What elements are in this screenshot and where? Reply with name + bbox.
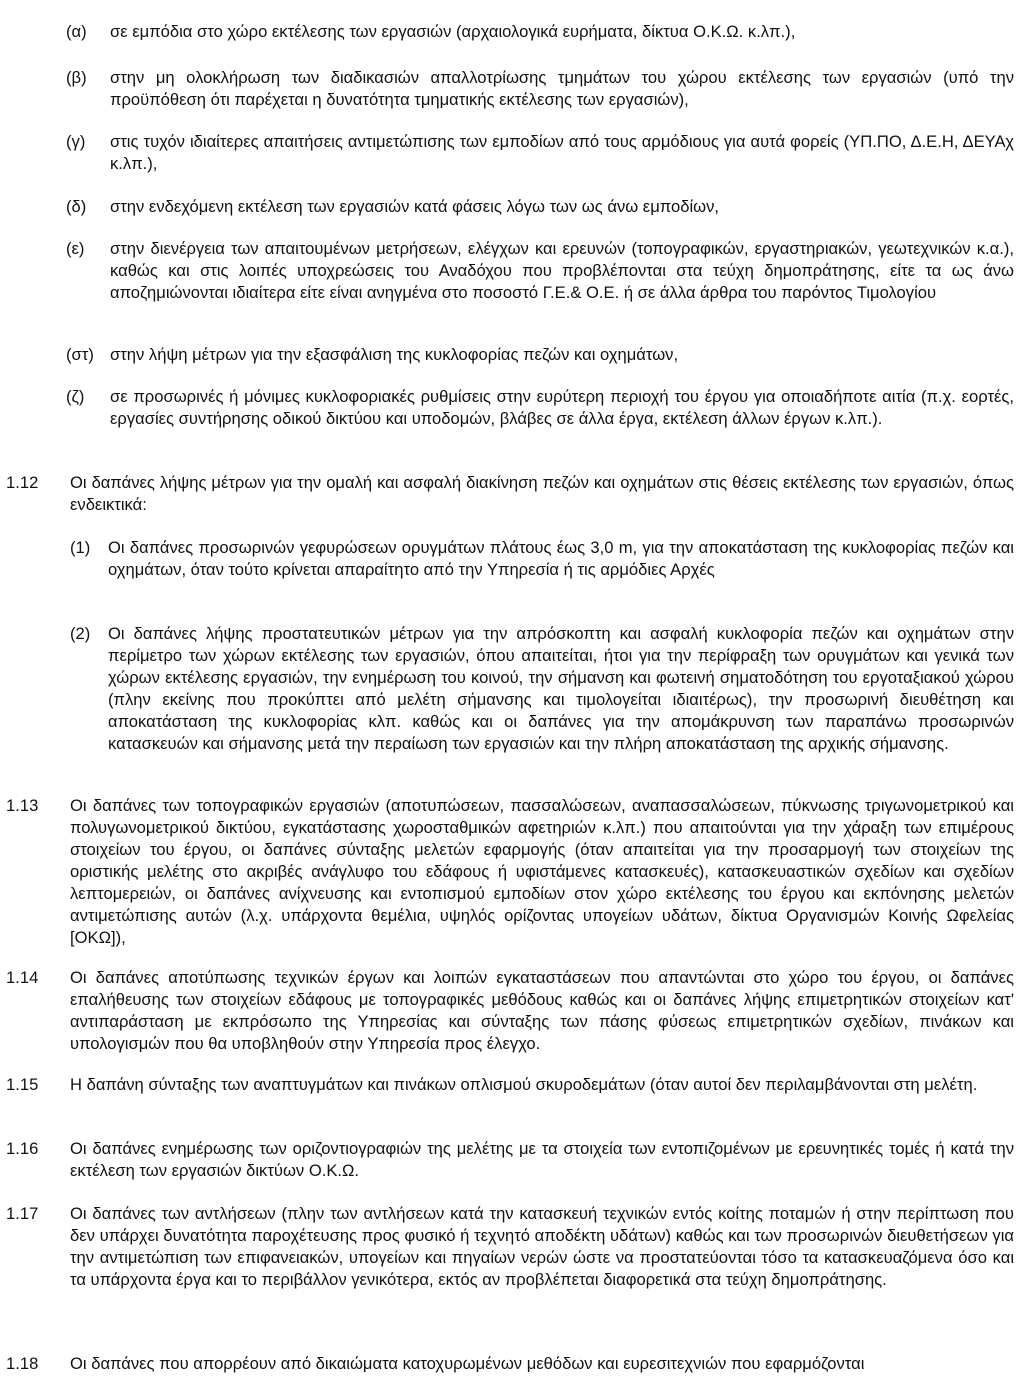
list-item-zeta [66,386,1014,430]
section-1-12 [6,472,1014,516]
section-number: 1.14 [6,968,39,987]
section-1-14 [6,967,1014,1055]
list-item-label: (β) [66,68,87,87]
list-item-text: σε προσωρινές ή μόνιμες κυκλοφοριακές ρυθμίσεις στην ευρύτερη περιοχή του έργου για οποιαδήποτε αιτία (π.χ. εορτές, εργασίες συντήρησης οδικού δικτύου και υποδομών, βλάβες σε άλλα έργα, εκτέλεση άλλων έργων κ.λπ.). [110,387,1014,428]
section-number: 1.12 [6,473,39,492]
list-item-gamma [66,131,1014,175]
list-item-text: στην μη ολοκλήρωση των διαδικασιών απαλλοτρίωσης τμημάτων του χώρου εκτέλεσης των εργασιών (υπό την προϋπόθεση ότι παρέχεται η δυνατότητα τμηματικής εκτέλεσης των εργασιών), [110,68,1014,109]
list-item-beta [66,67,1014,111]
list-item-stigma [66,344,1014,366]
section-1-18 [6,1353,1014,1375]
list-item-text: στην διενέργεια των απαιτουμένων μετρήσεων, ελέγχων και ερευνών (τοπογραφικών, εργαστηριακών, γεωτεχνικών κ.α.), καθώς και στις λοιπές υποχρεώσεις του Αναδόχου που προβλέπονται στα τεύχη δημοπράτησης, είτε τα ως άνω αποζημιώνονται ιδιαίτερα είτε είναι ανηγμένα στο ποσοστό Γ.Ε.& Ο.Ε. ή σε άλλα άρθρα του παρόντος Τιμολογίου [110,239,1014,302]
section-text: Οι δαπάνες των τοπογραφικών εργασιών (αποτυπώσεων, πασσαλώσεων, αναπασσαλώσεων, πύκνωσης τριγωνομετρικού και πολυγωνομετρικού δικτύου, εγκατάστασης χωροσταθμικών αφετηριών κ.λπ.) που απαιτούνται για την χάραξη των επιμέρους στοιχείων του έργου, οι δαπάνες σύνταξης μελετών εφαρμογής (όταν απαιτείται για την προσαρμογή των στοιχείων της οριστικής μελέτης στο ακριβές ανάγλυφο του εδάφους ή υφιστάμενες κατασκευές), κατασκευαστικών σχεδίων και σχεδίων λεπτομερειών, οι δαπάνες ανίχνευσης και εντοπισμού εμποδίων στον χώρο εκτέλεσης του έργου και εκπόνησης μελετών αντιμετώπισης αυτών (λ.χ. υπάρχοντα θεμέλια, υψηλός ορίζοντας υπογείων υδάτων, δίκτυα Οργανισμών Κοινής Ωφελείας [ΟΚΩ]), [70,796,1014,947]
list-item-label: (ε) [66,239,85,258]
section-text: Οι δαπάνες λήψης μέτρων για την ομαλή και ασφαλή διακίνηση πεζών και οχημάτων στις θέσεις εκτέλεσης των εργασιών, όπως ενδεικτικά: [70,473,1014,514]
subsection-1-12-1 [70,537,1014,581]
subsection-1-12-2 [70,623,1014,755]
list-item-label: (στ) [66,345,94,364]
list-item-epsilon [66,238,1014,304]
list-item-label: (δ) [66,197,87,216]
list-item-delta [66,196,1014,218]
list-item-alpha [66,21,1014,43]
list-item-text: στην ενδεχόμενη εκτέλεση των εργασιών κατά φάσεις λόγω των ως άνω εμποδίων, [110,197,719,216]
list-item-label: (ζ) [66,387,85,406]
subsection-text: Οι δαπάνες λήψης προστατευτικών μέτρων για την απρόσκοπτη και ασφαλή κυκλοφορία πεζών και οχημάτων στην περίμετρο των χώρων εκτέλεσης των εργασιών, όπου απαιτείται, ήτοι για την περίφραξη των ορυγμάτων και γενικά των χώρων εκτέλεσης εργασιών, την ενημέρωση του κοινού, την σήμανση και φωτεινή σηματοδότηση του εργοταξιακού χώρου (πλην εκείνης που προκύπτει από μελέτη σήμανσης και τιμολογείται ιδιαιτέρως), την προσωρινή διευθέτηση και αποκατάσταση της κυκλοφορίας κλπ. καθώς και οι δαπάνες για την απομάκρυνση των παραπάνω προσωρινών κατασκευών και σήμανσης μετά την περαίωση των εργασιών και την πλήρη αποκατάσταση της αρχικής σήμανσης. [108,624,1014,753]
section-number: 1.17 [6,1204,39,1223]
section-number: 1.15 [6,1075,39,1094]
list-item-label: (α) [66,22,87,41]
section-text: Οι δαπάνες των αντλήσεων (πλην των αντλήσεων κατά την κατασκευή τεχνικών εντός κοίτης ποταμών ή στην περίπτωση που δεν υπάρχει δυνατότητα παροχέτευσης προς φυσικό ή τεχνητό αποδέκτη υδάτων) καθώς και των προσωρινών διευθετήσεων για την αντιμετώπιση των επιφανειακών, υπογείων και πηγαίων νερών ώστε να προστατεύονται τόσο τα κατασκευαζόμενα όσο και τα υπάρχοντα έργα και το περιβάλλον γενικότερα, εκτός αν προβλέπεται διαφορετικά στα τεύχη δημοπράτησης. [70,1204,1014,1289]
section-text: Οι δαπάνες ενημέρωσης των οριζοντιογραφιών της μελέτης με τα στοιχεία των εντοπιζομένων με ερευνητικές τομές ή κατά την εκτέλεση των εργασιών δικτύων Ο.Κ.Ω. [70,1139,1014,1180]
section-1-16 [6,1138,1014,1182]
section-text: Οι δαπάνες αποτύπωσης τεχνικών έργων και λοιπών εγκαταστάσεων που απαντώνται στο χώρο του έργου, οι δαπάνες επαλήθευσης των στοιχείων εδάφους με τοπογραφικές μεθόδους καθώς και οι δαπάνες λήψης επιμετρητικών στοιχείων κατ' αντιπαράσταση με εκπρόσωπο της Υπηρεσίας και σύνταξης των πάσης φύσεως επιμετρητικών σχεδίων, πινάκων και υπολογισμών που θα υποβληθούν στην Υπηρεσία προς έλεγχο. [70,968,1014,1053]
section-number: 1.16 [6,1139,39,1158]
section-text: Η δαπάνη σύνταξης των αναπτυγμάτων και πινάκων οπλισμού σκυροδεμάτων (όταν αυτοί δεν περιλαμβάνονται στη μελέτη. [70,1075,978,1094]
section-text: Οι δαπάνες που απορρέουν από δικαιώματα κατοχυρωμένων μεθόδων και ευρεσιτεχνιών που εφαρμόζονται [70,1354,865,1373]
list-item-text: στις τυχόν ιδιαίτερες απαιτήσεις αντιμετώπισης των εμποδίων από τους αρμόδιους για αυτά φορείς (ΥΠ.ΠΟ, Δ.Ε.Η, ΔΕΥΑχ κ.λπ.), [110,132,1014,173]
subsection-label: (2) [70,624,91,643]
section-1-17 [6,1203,1014,1291]
list-item-text: σε εμπόδια στο χώρο εκτέλεσης των εργασιών (αρχαιολογικά ευρήματα, δίκτυα Ο.Κ.Ω. κ.λπ.), [110,22,796,41]
section-1-13 [6,795,1014,949]
subsection-label: (1) [70,538,91,557]
section-number: 1.13 [6,796,39,815]
section-1-15 [6,1074,1014,1096]
section-number: 1.18 [6,1354,39,1373]
list-item-label: (γ) [66,132,86,151]
subsection-text: Οι δαπάνες προσωρινών γεφυρώσεων ορυγμάτων πλάτους έως 3,0 m, για την αποκατάσταση της κυκλοφορίας πεζών και οχημάτων, όταν τούτο κρίνεται απαραίτητο από την Υπηρεσία ή τις αρμόδιες Αρχές [108,538,1014,579]
list-item-text: στην λήψη μέτρων για την εξασφάλιση της κυκλοφορίας πεζών και οχημάτων, [110,345,679,364]
